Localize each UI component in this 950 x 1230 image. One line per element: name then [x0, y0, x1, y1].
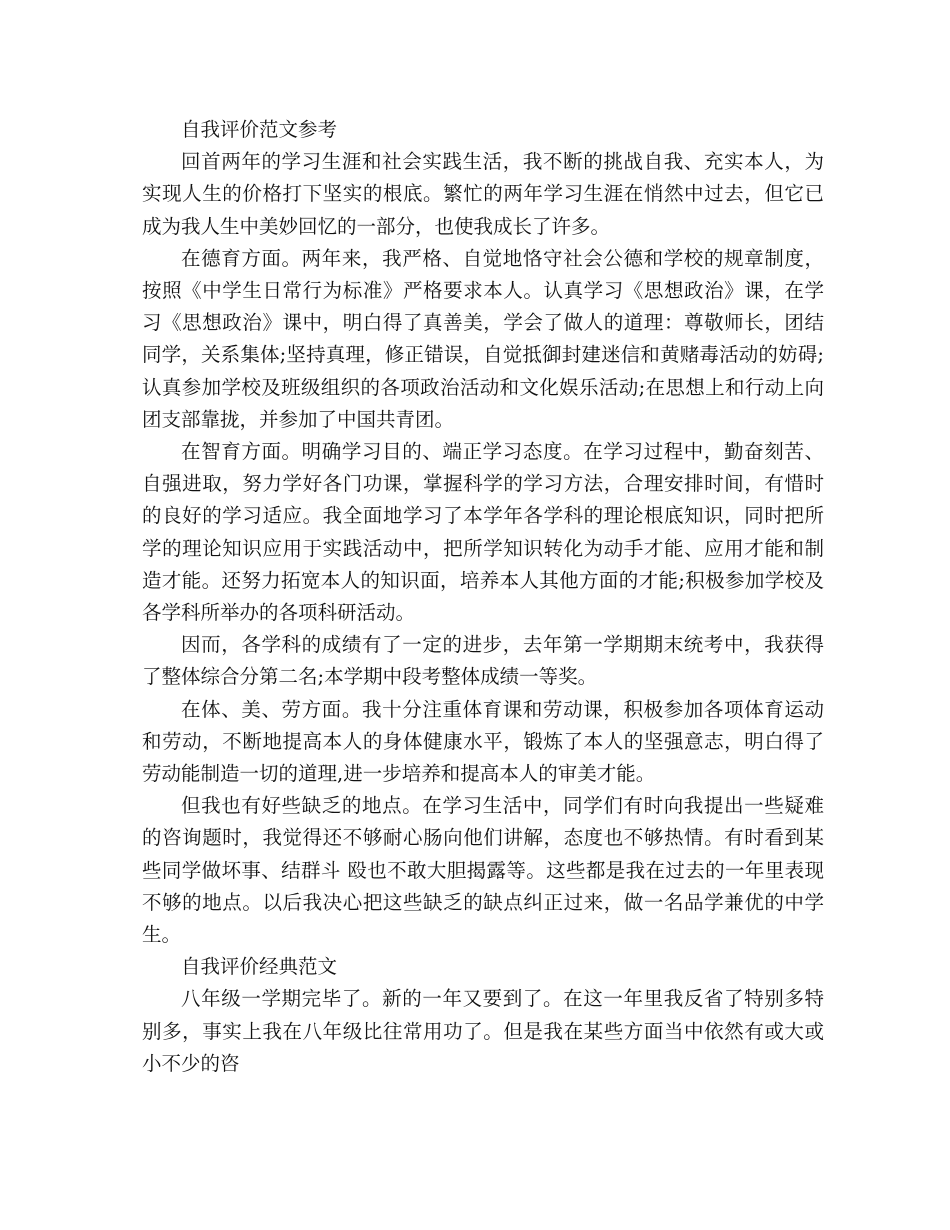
- paragraph-intro: 回首两年的学习生涯和社会实践生活，我不断的挑战自我、充实本人，为实现人生的价格打下坚实的根底。繁忙的两年学习生涯在悄然中过去，但它已成为我人生中美妙回忆的一部分，也使我成长了许多。: [142, 150, 824, 238]
- paragraph-intellectual-education: 在智育方面。明确学习目的、端正学习态度。在学习过程中，勤奋刻苦、自强进取，努力学好各门功课，掌握科学的学习方法，合理安排时间，有惜时的良好的学习适应。我全面地学习了本学年各学科的理论根底知识，同时把所学的理论知识应用于实践活动中，把所学知识转化为动手才能、应用才能和制造才能。还努力拓宽本人的知识面，培养本人其他方面的才能;积极参加学校及各学科所举办的各项科研活动。: [142, 440, 824, 625]
- paragraph-results: 因而，各学科的成绩有了一定的进步，去年第一学期期末统考中，我获得了整体综合分第二名;本学期中段考整体成绩一等奖。: [142, 633, 824, 689]
- paragraph-moral-education: 在德育方面。两年来，我严格、自觉地恪守社会公德和学校的规章制度，按照《中学生日常行为标准》严格要求本人。认真学习《思想政治》课，在学习《思想政治》课中，明白得了真善美，学会了做人的道理：尊敬师长，团结同学，关系集体;坚持真理，修正错误，自觉抵御封建迷信和黄赌毒活动的妨碍;认真参加学校及班级组织的各项政治活动和文化娱乐活动;在思想上和行动上向团支部靠拢，并参加了中国共青团。: [142, 246, 824, 431]
- document-body: [142, 114, 824, 1080]
- paragraph-shortcomings: 但我也有好些缺乏的地点。在学习生活中，同学们有时向我提出一些疑难的咨询题时，我觉得还不够耐心肠向他们讲解，态度也不够热情。有时看到某些同学做坏事、结群斗 殴也不敢大胆揭露等。这些都是我在过去的一年里表现不够的地点。以后我决心把这些缺乏的缺点纠正过来，做一名品学兼优的中学生。: [142, 794, 824, 947]
- section-heading-reference: 自我评价范文参考: [181, 118, 338, 141]
- section-heading-classic: 自我评价经典范文: [181, 955, 338, 979]
- paragraph-grade-eight: 八年级一学期完毕了。新的一年又要到了。在这一年里我反省了特别多特别多，事实上我在八年级比往常用功了。但是我在某些方面当中依然有或大或小不少的咨: [142, 987, 824, 1075]
- paragraph-physical-aesthetic-labor: 在体、美、劳方面。我十分注重体育课和劳动课，积极参加各项体育运动和劳动，不断地提高本人的身体健康水平，锻炼了本人的坚强意志，明白得了劳动能制造一切的道理,进一步培养和提高本人的审美才能。: [142, 697, 824, 786]
